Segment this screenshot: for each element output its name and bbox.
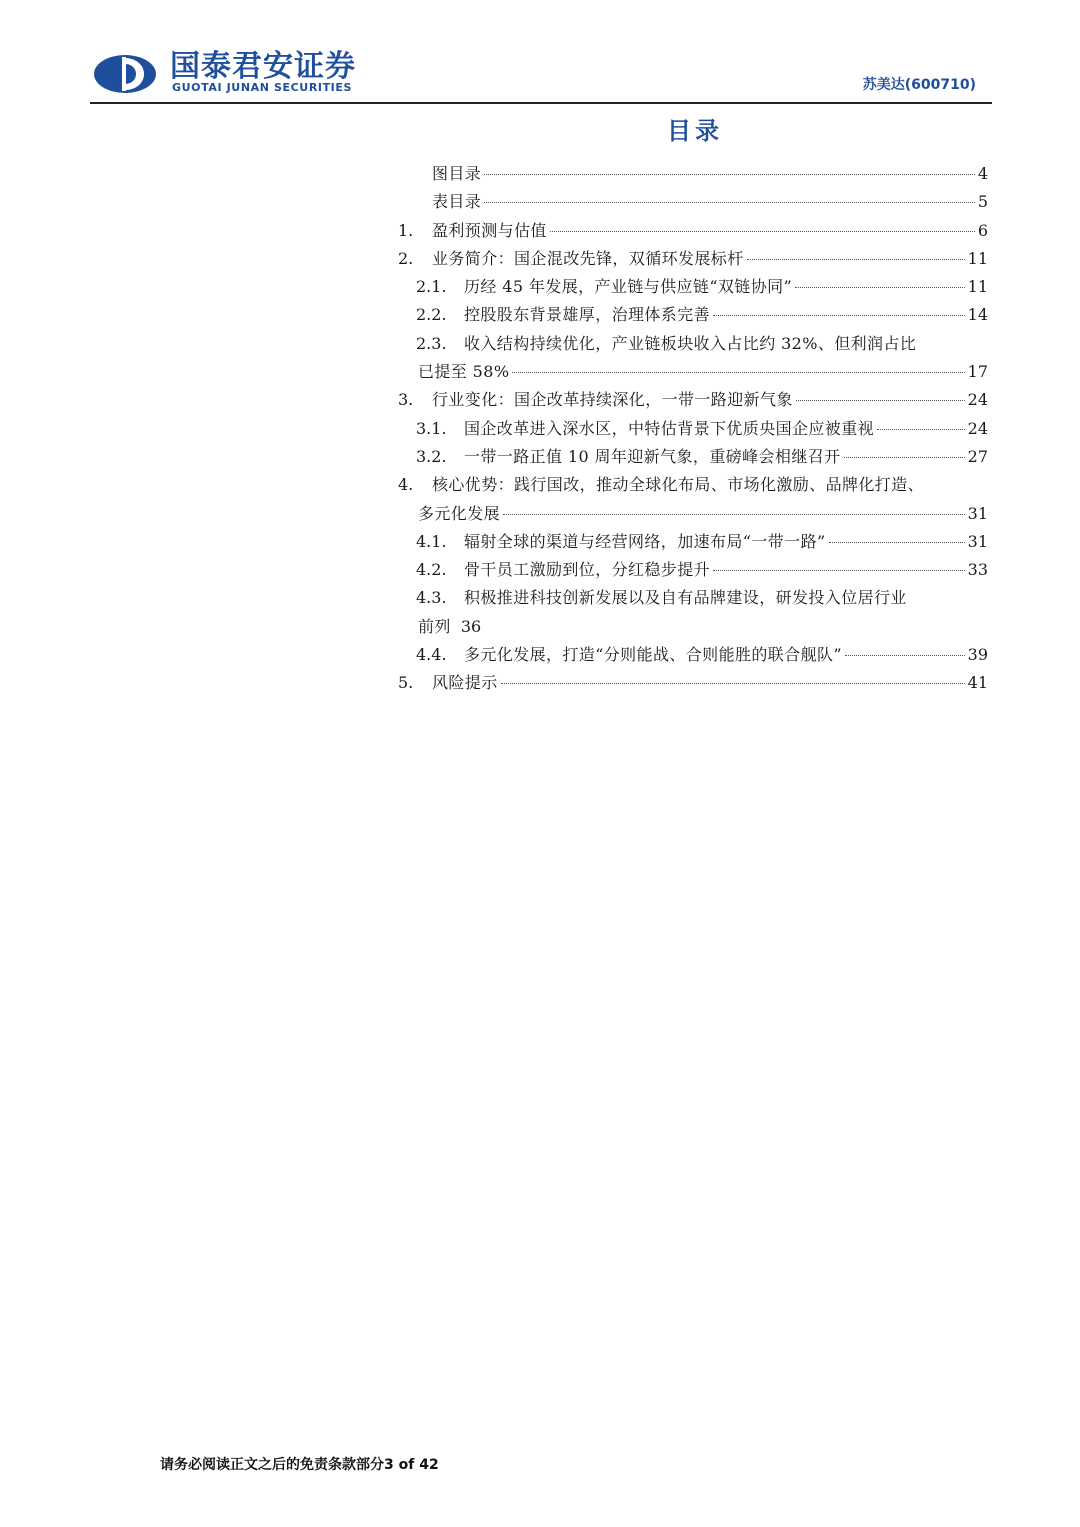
toc-dot-leader: [484, 202, 975, 203]
toc-entry-title: 控股股东背景雄厚，治理体系完善: [464, 305, 711, 325]
toc-entry[interactable]: [398, 556, 988, 584]
toc-entry[interactable]: [398, 160, 988, 188]
stock-label: 苏美达(600710): [862, 77, 976, 93]
toc-entry-page: 11: [967, 248, 988, 268]
toc-entry-number: 3.2.: [416, 446, 447, 466]
toc-dot-leader: [844, 457, 965, 458]
toc-entry-page: 41: [967, 673, 988, 693]
toc-entry-continuation[interactable]: [398, 613, 988, 641]
toc-entry-number: 3.: [398, 390, 414, 410]
toc-entry-number: 4.: [398, 475, 414, 495]
toc-entry[interactable]: [398, 273, 988, 301]
header-divider: [90, 102, 992, 104]
disclaimer-note: 请务必阅读正文之后的免责条款部分: [160, 1457, 384, 1473]
toc-entry-title: 辐射全球的渠道与经营网络，加速布局“一带一路”: [464, 531, 826, 551]
toc-entry-number: 4.4.: [416, 645, 447, 665]
toc-entry-number: 2.1.: [416, 277, 447, 297]
toc-entry-title-continued: 已提至 58%: [418, 362, 510, 382]
toc-entry[interactable]: [398, 669, 988, 697]
toc-dot-leader: [796, 400, 965, 401]
toc-dot-leader: [484, 174, 975, 175]
toc-title: 目录: [667, 117, 723, 145]
toc-entry-page: 14: [967, 305, 988, 325]
toc-entry[interactable]: [398, 528, 988, 556]
toc-dot-leader: [503, 514, 965, 515]
toc-entry[interactable]: [398, 584, 988, 612]
toc-entry-number: 4.1.: [416, 531, 447, 551]
toc-dot-leader: [877, 429, 965, 430]
toc-entry-number: 4.2.: [416, 560, 447, 580]
toc-entry-page: 4: [977, 164, 988, 183]
toc-dot-leader: [501, 683, 965, 684]
toc-dot-leader: [845, 655, 965, 656]
toc-dot-leader: [795, 287, 965, 288]
toc-entry-title: 骨干员工激励到位，分红稳步提升: [464, 560, 711, 580]
toc-entry[interactable]: [398, 386, 988, 414]
toc-entry-title: 历经 45 年发展，产业链与供应链“双链协同”: [464, 277, 793, 297]
toc-entry-continuation[interactable]: [398, 500, 988, 528]
page-number: 3 of 42: [384, 1457, 439, 1473]
toc-dot-leader: [550, 231, 975, 232]
page-header: [90, 48, 992, 104]
toc-entry-number: 3.1.: [416, 418, 447, 438]
toc-entry-page: 17: [967, 362, 988, 382]
toc-entry[interactable]: [398, 217, 988, 245]
toc-entry[interactable]: [398, 471, 988, 499]
toc-entry-number: 5.: [398, 673, 414, 693]
toc-entry-title: 表目录: [432, 192, 482, 212]
toc-entry-number: 1.: [398, 220, 414, 240]
guotai-junan-logo-icon: [92, 53, 158, 95]
toc-entry-title: 收入结构持续优化，产业链板块收入占比约 32%、但利润占比: [464, 333, 917, 353]
page-footer: [160, 1456, 439, 1474]
toc-entry-title: 多元化发展，打造“分则能战、合则能胜的联合舰队”: [464, 645, 842, 665]
toc-entry[interactable]: [398, 443, 988, 471]
toc-entry-page: 27: [967, 446, 988, 466]
toc-entry-page: 11: [967, 277, 988, 297]
toc-entry-title: 风险提示: [432, 673, 498, 693]
toc-dot-leader: [713, 570, 965, 571]
toc-entry-page: 33: [967, 560, 988, 580]
logo-chinese-name: 国泰君安证券: [170, 49, 356, 84]
toc-entry[interactable]: [398, 641, 988, 669]
toc-entry-title-continued: 多元化发展: [418, 503, 501, 523]
toc-entry-number: 2.: [398, 248, 414, 268]
toc-entry-title: 盈利预测与估值: [432, 220, 547, 240]
toc-dot-leader: [829, 542, 965, 543]
toc-entry[interactable]: [398, 301, 988, 329]
toc-entry-page: 31: [967, 531, 988, 551]
toc-entry-page: 36: [460, 616, 482, 636]
toc-entry-title: 核心优势：践行国改，推动全球化布局、市场化激励、品牌化打造、: [432, 475, 925, 495]
toc-entry-page: 24: [967, 418, 988, 438]
toc-entry-page: 24: [967, 390, 988, 410]
toc-entry-page: 39: [967, 645, 988, 665]
toc-entry-title: 图目录: [432, 164, 482, 183]
toc-entry-continuation[interactable]: [398, 358, 988, 386]
toc-entry-title: 行业变化：国企改革持续深化，一带一路迎新气象: [432, 390, 793, 410]
toc-entry-page: 31: [967, 503, 988, 523]
toc-entry-title: 国企改革进入深水区，中特估背景下优质央国企应被重视: [464, 418, 875, 438]
toc-entry-title-continued: 前列: [418, 616, 451, 636]
toc-entry-number: 2.2.: [416, 305, 447, 325]
toc-entry[interactable]: [398, 330, 988, 358]
toc-entry[interactable]: [398, 188, 988, 216]
toc-dot-leader: [512, 372, 964, 373]
toc-dot-leader: [747, 259, 965, 260]
toc-entry-number: 4.3.: [416, 588, 447, 608]
toc-entry-title: 一带一路正值 10 周年迎新气象，重磅峰会相继召开: [464, 446, 841, 466]
toc-entry-title: 积极推进科技创新发展以及自有品牌建设，研发投入位居行业: [464, 588, 907, 608]
toc-entry[interactable]: [398, 415, 988, 443]
toc-dot-leader: [713, 315, 965, 316]
toc-entry-number: 2.3.: [416, 333, 447, 353]
logo-english-name: GUOTAI JUNAN SECURITIES: [172, 81, 353, 94]
toc-entry-title: 业务简介：国企混改先锋，双循环发展标杆: [432, 248, 744, 268]
table-of-contents: [398, 160, 988, 698]
toc-entry-page: 6: [977, 220, 988, 240]
toc-entry[interactable]: [398, 245, 988, 273]
toc-entry-page: 5: [977, 192, 988, 212]
